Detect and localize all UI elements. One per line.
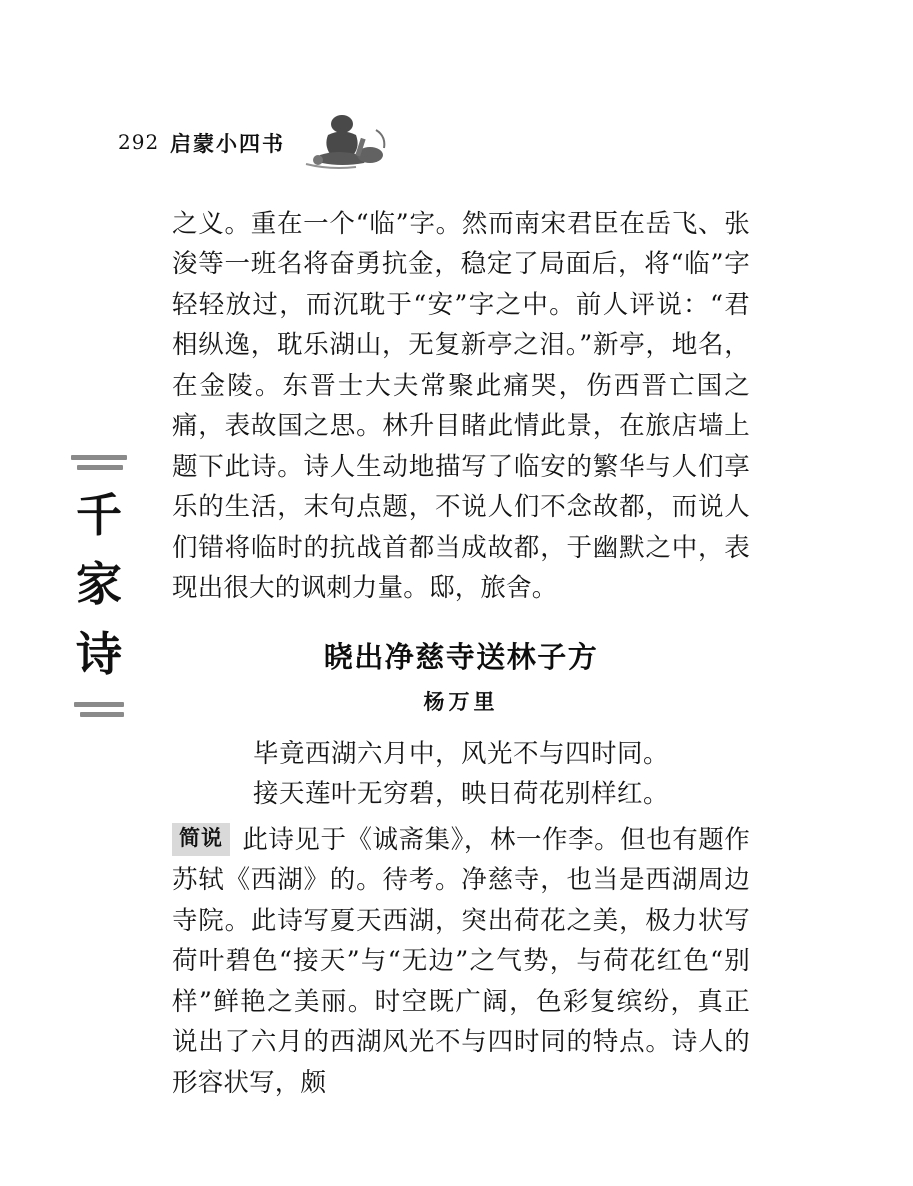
annotation-text: 此诗见于《诚斋集》，林一作李。但也有题作苏轼《西湖》的。待考。净慈寺，也当是西湖周边寺院。此诗写夏天西湖，突出荷花之美，极力状写荷叶碧色“接天”与“无边”之气势，与荷花红色“别样”鲜艳之美丽。时空既广阔，色彩复缤纷，真正说出了六月的西湖风光不与四时同的特点。诗人的形容状写，颇: [172, 824, 750, 1098]
page-number: 292: [118, 130, 160, 154]
annotation-tag-badge: 简说: [172, 823, 230, 856]
poem-line: 毕竟西湖六月中，风光不与四时同。: [252, 738, 669, 769]
side-rule-bottom: [71, 702, 127, 717]
poem-line: 接天莲叶无穷碧，映日荷花别样红。: [252, 778, 669, 809]
brush-painting-ornament-icon: [298, 108, 408, 170]
page-header: [118, 118, 818, 178]
series-title-char: 诗: [76, 626, 122, 681]
main-text-column: [172, 178, 750, 1129]
commentary-paragraph-top: 之义。重在一个“临”字。然而南宋君臣在岳飞、张浚等一班名将奋勇抗金，稳定了局面后，将“临”字轻轻放过，而沉耽于“安”字之中。前人评说：“君相纵逸，耽乐湖山，无复新亭之泪。”新亭，地名，在金陵。东晋士大夫常聚此痛哭，伤西晋亡国之痛，表故国之思。林升目睹此情此景，在旅店墙上题下此诗。诗人生动地描写了临安的繁华与人们享乐的生活，末句点题，不说人们不念故都，而说人们错将临时的抗战首都当成故都，于幽默之中，表现出很大的讽刺力量。邸，旅舍。: [172, 208, 750, 603]
annotation-paragraph: [172, 820, 750, 1104]
poem-author: 杨万里: [423, 688, 499, 714]
series-title-char: 家: [76, 557, 122, 612]
series-side-title: [62, 455, 136, 722]
poem-title: 晓出净慈寺送林子方: [323, 639, 599, 674]
series-title-char: 千: [76, 488, 122, 542]
book-title: 启蒙小四书: [170, 132, 285, 156]
poem-lines: [172, 734, 750, 814]
side-rule-top: [71, 455, 127, 470]
series-title-chars: [62, 484, 136, 686]
